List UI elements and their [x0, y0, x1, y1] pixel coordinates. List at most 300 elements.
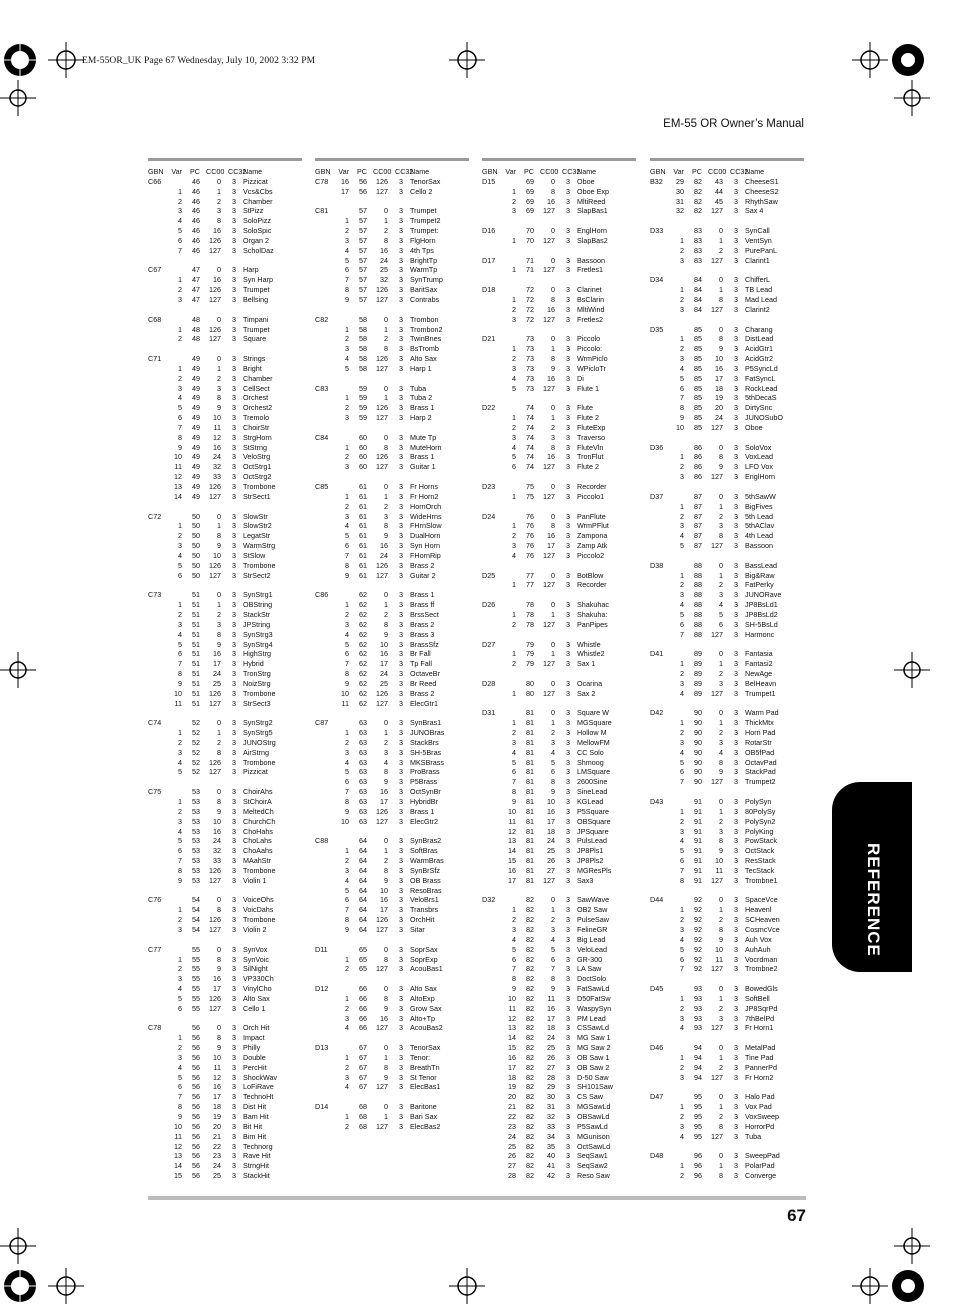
cell-cc00: 4 — [719, 600, 723, 610]
cell-pc: 69 — [526, 176, 534, 186]
cell-var: 22 — [508, 1112, 516, 1121]
cell-pc: 82 — [526, 934, 534, 944]
cell-var: 15 — [508, 856, 516, 866]
group-spacer — [148, 502, 302, 512]
cell-pc: 59 — [359, 403, 367, 413]
table-row — [315, 964, 469, 974]
table-row — [148, 669, 302, 679]
table-row — [482, 876, 636, 886]
cell-pc: 62 — [359, 678, 367, 688]
cell-pc: 62 — [359, 600, 367, 610]
table-row — [650, 876, 804, 886]
cell-cc00: 1 — [384, 393, 388, 403]
cell-pc: 74 — [526, 462, 534, 472]
cell-cc00: 2 — [719, 511, 723, 521]
cell-pc: 62 — [359, 590, 367, 600]
cell-var: 9 — [512, 797, 516, 806]
table-row — [650, 374, 804, 384]
cell-name: Impact — [243, 1033, 265, 1043]
table-row — [482, 787, 636, 797]
cell-var: 14 — [508, 846, 516, 856]
tone-table-column-2 — [315, 158, 469, 1132]
cell-name: FatPerky — [745, 580, 774, 590]
cell-cc32: 3 — [734, 875, 738, 885]
cell-name: TronStrg — [243, 669, 271, 679]
table-row — [148, 797, 302, 807]
cell-cc00: 8 — [384, 619, 388, 629]
cell-cc32: 3 — [232, 393, 236, 403]
cell-cc00: 2 — [384, 334, 388, 344]
cell-cc00: 9 — [384, 875, 388, 885]
cell-name: Trumpet — [410, 206, 437, 216]
cell-cc32: 3 — [734, 304, 738, 314]
cell-pc: 67 — [359, 1062, 367, 1072]
cell-var: 6 — [512, 462, 516, 472]
cell-pc: 63 — [359, 806, 367, 816]
cell-name: TronFlut — [577, 452, 604, 462]
cell-pc: 82 — [526, 993, 534, 1003]
table-row — [482, 649, 636, 659]
cell-pc: 94 — [694, 1072, 702, 1082]
table-row — [148, 787, 302, 797]
cell-var: 2 — [178, 964, 182, 974]
cell-cc00: 0 — [551, 334, 555, 344]
cell-name: VeloBrs1 — [410, 895, 439, 905]
cell-cc00: 9 — [719, 934, 723, 944]
cell-name: Strings — [243, 354, 266, 364]
group-spacer — [148, 256, 302, 266]
table-row — [148, 492, 302, 502]
cell-pc: 82 — [526, 1062, 534, 1072]
table-row — [315, 846, 469, 856]
table-row — [650, 846, 804, 856]
cell-cc32: 3 — [232, 235, 236, 245]
table-row — [148, 374, 302, 384]
cell-cc32: 3 — [232, 373, 236, 383]
cell-name: Tp Fall — [410, 659, 432, 669]
cell-pc: 81 — [526, 865, 534, 875]
group-spacer — [482, 325, 636, 335]
table-row — [482, 679, 636, 689]
cell-name: Converge — [745, 1171, 777, 1181]
cell-pc: 64 — [359, 865, 367, 875]
cell-cc00: 16 — [213, 974, 221, 984]
cell-cc00: 0 — [551, 570, 555, 580]
cell-cc00: 1 — [217, 521, 221, 531]
table-row — [148, 423, 302, 433]
cell-cc32: 3 — [399, 737, 403, 747]
cell-cc32: 3 — [232, 600, 236, 610]
cell-name: OB Saw 1 — [577, 1052, 610, 1062]
cell-name: Fretles1 — [577, 265, 603, 275]
cell-cc32: 3 — [232, 1072, 236, 1082]
cell-cc00: 9 — [217, 1043, 221, 1053]
cell-pc: 94 — [694, 1043, 702, 1053]
cell-name: DistLead — [745, 334, 774, 344]
cell-cc32: 3 — [734, 294, 738, 304]
table-row — [315, 433, 469, 443]
cell-cc32: 3 — [566, 1092, 570, 1102]
cell-var: 2 — [178, 334, 182, 344]
cell-pc: 83 — [694, 245, 702, 255]
cell-pc: 93 — [694, 1003, 702, 1013]
cell-cc32: 3 — [566, 482, 570, 491]
cell-name: RhythSaw — [745, 196, 778, 206]
cell-name: WrmPiclo — [577, 354, 608, 364]
cell-name: Bit Hit — [243, 1121, 263, 1131]
cell-pc: 86 — [694, 452, 702, 462]
cell-cc00: 8 — [719, 1121, 723, 1131]
cell-cc32: 3 — [734, 560, 738, 570]
cell-gbn: C74 — [148, 718, 162, 728]
cell-cc32: 3 — [566, 206, 570, 216]
cell-cc00: 18 — [715, 383, 723, 393]
cell-cc00: 126 — [209, 915, 221, 925]
cell-name: ChifferL — [745, 275, 771, 285]
table-row — [315, 659, 469, 669]
table-row — [650, 413, 804, 423]
cell-cc32: 3 — [734, 452, 738, 462]
cell-pc: 82 — [526, 1112, 534, 1121]
cell-cc32: 3 — [734, 1112, 738, 1121]
cell-gbn: C78 — [315, 176, 329, 186]
table-row — [315, 777, 469, 787]
cell-var: 9 — [345, 570, 349, 580]
table-row — [148, 177, 302, 187]
cell-var: 2 — [178, 806, 182, 816]
cell-cc00: 1 — [719, 1102, 723, 1112]
cell-pc: 61 — [359, 491, 367, 501]
cell-name: PulsLead — [577, 836, 607, 846]
cell-name: SoprSax — [410, 944, 438, 954]
cell-var: 1 — [178, 1033, 182, 1043]
cell-pc: 48 — [192, 314, 200, 324]
table-row — [315, 502, 469, 512]
cell-cc00: 0 — [384, 314, 388, 324]
table-row — [482, 984, 636, 994]
cell-cc32: 3 — [399, 856, 403, 866]
cell-name: Mute Tp — [410, 432, 437, 442]
table-row — [482, 610, 636, 620]
cell-cc00: 24 — [213, 1161, 221, 1171]
cell-name: Harp 1 — [410, 363, 432, 373]
cell-var: 3 — [680, 590, 684, 600]
cell-cc00: 127 — [543, 383, 555, 393]
cell-cc00: 17 — [213, 659, 221, 669]
cell-cc32: 3 — [232, 1043, 236, 1053]
cell-var: 12 — [174, 1141, 182, 1151]
cell-var: 5 — [345, 363, 349, 373]
cell-cc00: 25 — [547, 846, 555, 856]
table-row — [650, 177, 804, 187]
cell-var: 5 — [680, 944, 684, 954]
header-name: Name — [243, 167, 263, 176]
cell-pc: 82 — [694, 196, 702, 206]
cell-cc00: 8 — [384, 993, 388, 1003]
cell-pc: 54 — [192, 915, 200, 925]
cell-var: 4 — [345, 354, 349, 364]
cell-cc32: 3 — [566, 1161, 570, 1171]
cell-cc00: 0 — [551, 600, 555, 610]
cell-var: 2 — [345, 452, 349, 462]
cell-var: 1 — [178, 797, 182, 806]
cell-name: DoctSolo — [577, 974, 607, 984]
cell-var: 7 — [680, 393, 684, 403]
table-row — [148, 728, 302, 738]
cell-cc32: 3 — [232, 482, 236, 491]
table-row — [482, 1092, 636, 1102]
cell-pc: 46 — [192, 176, 200, 186]
cell-pc: 73 — [526, 334, 534, 344]
group-spacer — [482, 393, 636, 403]
cell-cc32: 3 — [399, 944, 403, 954]
cell-var: 9 — [178, 442, 182, 452]
cell-cc00: 24 — [213, 836, 221, 846]
cell-cc00: 126 — [209, 482, 221, 491]
table-row — [650, 1004, 804, 1014]
cell-var: 4 — [345, 1082, 349, 1092]
cell-cc00: 0 — [384, 944, 388, 954]
cell-name: Shmoog — [577, 757, 604, 767]
group-spacer — [482, 216, 636, 226]
table-row — [315, 787, 469, 797]
cell-name: 2600Sine — [577, 777, 608, 787]
cell-pc: 81 — [526, 875, 534, 885]
cell-cc32: 3 — [399, 452, 403, 462]
cell-name: 5th Lead — [745, 511, 773, 521]
cell-pc: 82 — [526, 905, 534, 915]
cell-var: 9 — [512, 984, 516, 994]
cell-cc00: 8 — [217, 393, 221, 403]
cell-name: Orch Hit — [243, 1023, 270, 1033]
cell-cc00: 9 — [384, 1072, 388, 1082]
cell-cc00: 0 — [551, 678, 555, 688]
cell-name: Organ 2 — [243, 235, 269, 245]
cell-gbn: D43 — [650, 797, 664, 806]
table-row — [315, 620, 469, 630]
cell-gbn: D34 — [650, 275, 664, 285]
cell-cc00: 17 — [213, 1092, 221, 1102]
cell-cc32: 3 — [734, 196, 738, 206]
cell-cc00: 32 — [213, 462, 221, 472]
cell-cc32: 3 — [399, 678, 403, 688]
table-row — [315, 443, 469, 453]
table-row — [650, 305, 804, 315]
cell-cc00: 16 — [547, 806, 555, 816]
table-row — [650, 246, 804, 256]
table-row — [148, 482, 302, 492]
table-header-row — [148, 167, 302, 177]
cell-name: PowStack — [745, 836, 777, 846]
cell-cc00: 3 — [719, 737, 723, 747]
cell-cc00: 127 — [711, 777, 723, 787]
cell-pc: 49 — [192, 373, 200, 383]
cell-cc00: 0 — [719, 324, 723, 334]
cell-cc00: 35 — [547, 1141, 555, 1151]
table-row — [315, 226, 469, 236]
cell-name: SynBrSfz — [410, 865, 440, 875]
table-row — [315, 384, 469, 394]
cell-var: 18 — [508, 1072, 516, 1082]
cell-pc: 56 — [192, 1092, 200, 1102]
table-row — [650, 423, 804, 433]
cell-pc: 92 — [694, 964, 702, 974]
cell-var: 8 — [680, 403, 684, 413]
cell-cc32: 3 — [734, 226, 738, 236]
cell-pc: 58 — [359, 344, 367, 354]
cell-cc32: 3 — [399, 265, 403, 275]
cell-cc00: 16 — [380, 895, 388, 905]
cell-name: Flute 1 — [577, 383, 599, 393]
cell-cc32: 3 — [232, 944, 236, 954]
cell-cc32: 3 — [232, 639, 236, 649]
table-row — [482, 295, 636, 305]
cell-name: Bright — [243, 363, 262, 373]
cell-pc: 82 — [694, 176, 702, 186]
cell-pc: 92 — [694, 905, 702, 915]
cell-cc00: 8 — [551, 294, 555, 304]
cell-name: TechnoHt — [243, 1092, 274, 1102]
cell-var: 3 — [680, 826, 684, 836]
cell-name: StSlow — [243, 550, 266, 560]
table-row — [482, 905, 636, 915]
table-row — [148, 905, 302, 915]
column-top-rule — [148, 158, 302, 161]
table-row — [650, 856, 804, 866]
cell-pc: 81 — [526, 757, 534, 767]
cell-pc: 57 — [359, 226, 367, 236]
cell-name: Zamp Atk — [577, 541, 608, 551]
cell-name: Bim Hit — [243, 1131, 267, 1141]
table-row — [315, 1122, 469, 1132]
cell-cc00: 1 — [719, 806, 723, 816]
cell-pc: 92 — [694, 954, 702, 964]
cell-name: Tine Pad — [745, 1052, 774, 1062]
cell-pc: 85 — [694, 373, 702, 383]
table-row — [482, 1063, 636, 1073]
table-row — [315, 955, 469, 965]
table-row — [148, 836, 302, 846]
cell-pc: 67 — [359, 1052, 367, 1062]
cell-pc: 82 — [526, 1102, 534, 1112]
table-row — [315, 689, 469, 699]
cell-var: 27 — [508, 1161, 516, 1171]
cell-gbn: C83 — [315, 383, 329, 393]
table-row — [482, 659, 636, 669]
cell-var: 4 — [680, 531, 684, 541]
cell-cc32: 3 — [566, 737, 570, 747]
cell-var: 5 — [178, 403, 182, 413]
cell-var: 1 — [345, 442, 349, 452]
cell-cc00: 1 — [719, 570, 723, 580]
table-row — [315, 275, 469, 285]
cell-name: P5Square — [577, 806, 609, 816]
table-row — [148, 649, 302, 659]
cell-cc00: 8 — [217, 797, 221, 806]
table-row — [148, 1112, 302, 1122]
cell-cc00: 5 — [551, 944, 555, 954]
cell-cc32: 3 — [566, 895, 570, 905]
cell-cc00: 8 — [384, 1062, 388, 1072]
cell-cc32: 3 — [399, 619, 403, 629]
cell-var: 17 — [508, 875, 516, 885]
cell-pc: 92 — [694, 915, 702, 925]
cell-pc: 81 — [526, 846, 534, 856]
cell-cc00: 16 — [547, 531, 555, 541]
table-row — [315, 216, 469, 226]
cell-name: SynCall — [745, 226, 770, 236]
cell-cc00: 5 — [719, 609, 723, 619]
table-row — [650, 590, 804, 600]
cell-gbn: C77 — [148, 944, 162, 954]
cell-name: SoprExp — [410, 954, 438, 964]
group-spacer — [148, 305, 302, 315]
cell-gbn: D47 — [650, 1092, 664, 1102]
cell-cc32: 3 — [399, 255, 403, 265]
cell-cc00: 0 — [551, 176, 555, 186]
table-row — [650, 226, 804, 236]
table-row — [650, 403, 804, 413]
cell-name: VP330Ch — [243, 974, 274, 984]
cell-var: 3 — [512, 737, 516, 747]
cell-name: TB Lead — [745, 285, 773, 295]
cell-name: Brass 2 — [410, 560, 435, 570]
cell-cc00: 17 — [547, 816, 555, 826]
cell-name: Fantasia — [745, 649, 773, 659]
cell-pc: 52 — [192, 747, 200, 757]
cell-var: 2 — [680, 816, 684, 826]
table-row — [148, 462, 302, 472]
cell-name: SlowStr2 — [243, 521, 272, 531]
cell-var: 3 — [345, 511, 349, 521]
cell-var: 1 — [680, 1052, 684, 1062]
cell-name: BowedGls — [745, 984, 778, 994]
cell-gbn: D44 — [650, 895, 664, 905]
cell-name: FatSawLd — [577, 984, 610, 994]
cell-pc: 82 — [526, 974, 534, 984]
cell-var: 10 — [676, 422, 684, 432]
table-row — [482, 580, 636, 590]
cell-cc32: 3 — [232, 924, 236, 934]
cell-name: Heavenl — [745, 905, 772, 915]
cell-pc: 64 — [359, 895, 367, 905]
cell-pc: 82 — [526, 924, 534, 934]
cell-pc: 57 — [359, 265, 367, 275]
cell-var: 7 — [345, 787, 349, 797]
cell-name: ElecBas1 — [410, 1082, 441, 1092]
cell-var: 10 — [508, 993, 516, 1003]
cell-var: 7 — [680, 865, 684, 875]
cell-var: 13 — [508, 1023, 516, 1033]
cell-cc00: 0 — [719, 1043, 723, 1053]
group-spacer — [315, 1033, 469, 1043]
cell-name: WideHrns — [410, 511, 442, 521]
cell-name: MG Saw 2 — [577, 1043, 611, 1053]
cell-cc32: 3 — [232, 1062, 236, 1072]
cell-pc: 58 — [359, 334, 367, 344]
table-row — [650, 748, 804, 758]
table-row — [482, 1151, 636, 1161]
cell-name: Trombone — [243, 688, 276, 698]
table-row — [482, 1171, 636, 1181]
cell-var: 2 — [345, 403, 349, 413]
cell-cc00: 9 — [551, 787, 555, 797]
cell-name: Oboe — [577, 176, 595, 186]
cell-cc32: 3 — [399, 846, 403, 856]
cell-name: ElecBas2 — [410, 1121, 441, 1131]
cell-cc00: 16 — [213, 1082, 221, 1092]
cell-var: 9 — [680, 413, 684, 423]
